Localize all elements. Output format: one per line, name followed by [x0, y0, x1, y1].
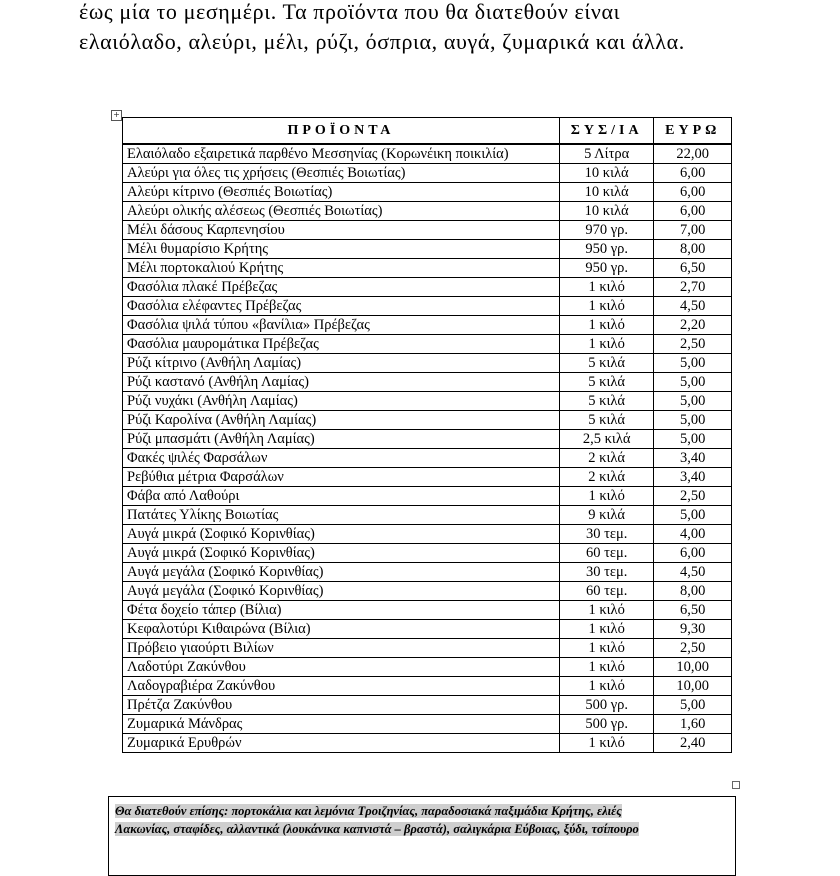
- price-cell: 6,00: [654, 183, 732, 202]
- package-cell: 60 τεμ.: [559, 544, 654, 563]
- footer-note-line: Λακωνίας, σταφίδες, αλλαντικά (λουκάνικα καπνιστά – βραστά), σαλιγκάρια Εύβοιας, ξύδι, τσίπουρο: [115, 822, 639, 836]
- package-cell: 9 κιλά: [559, 506, 654, 525]
- product-name-cell: Φασόλια ψιλά τύπου «βανίλια» Πρέβεζας: [123, 316, 560, 335]
- package-cell: 1 κιλό: [559, 620, 654, 639]
- package-cell: 1 κιλό: [559, 278, 654, 297]
- package-cell: 5 Λίτρα: [559, 144, 654, 164]
- table-row: [123, 582, 732, 601]
- intro-line: ελαιόλαδο, αλεύρι, μέλι, ρύζι, όσπρια, αυγά, ζυμαρικά και άλλα.: [79, 29, 685, 54]
- price-cell: 9,30: [654, 620, 732, 639]
- table-row: [123, 164, 732, 183]
- table-row: [123, 696, 732, 715]
- price-cell: 5,00: [654, 373, 732, 392]
- package-cell: 1 κιλό: [559, 316, 654, 335]
- product-name-cell: Ρεβύθια μέτρια Φαρσάλων: [123, 468, 560, 487]
- product-name-cell: Λαδογραβιέρα Ζακύνθου: [123, 677, 560, 696]
- price-cell: 2,50: [654, 639, 732, 658]
- header-price: ΕΥΡΩ: [654, 118, 732, 145]
- package-cell: 30 τεμ.: [559, 563, 654, 582]
- price-cell: 2,70: [654, 278, 732, 297]
- table-row: [123, 278, 732, 297]
- product-name-cell: Ρύζι Καρολίνα (Ανθήλη Λαμίας): [123, 411, 560, 430]
- package-cell: 500 γρ.: [559, 696, 654, 715]
- package-cell: 10 κιλά: [559, 183, 654, 202]
- table-row: [123, 430, 732, 449]
- table-row: [123, 335, 732, 354]
- product-name-cell: Ελαιόλαδο εξαιρετικά παρθένο Μεσσηνίας (Κορωνέικη ποικιλία): [123, 144, 560, 164]
- table-row: [123, 715, 732, 734]
- price-cell: 5,00: [654, 392, 732, 411]
- price-cell: 10,00: [654, 658, 732, 677]
- product-name-cell: Πρέτζα Ζακύνθου: [123, 696, 560, 715]
- package-cell: 1 κιλό: [559, 487, 654, 506]
- table-row: [123, 392, 732, 411]
- package-cell: 1 κιλό: [559, 734, 654, 753]
- price-cell: 22,00: [654, 144, 732, 164]
- product-name-cell: Ζυμαρικά Μάνδρας: [123, 715, 560, 734]
- table-row: [123, 563, 732, 582]
- product-name-cell: Ρύζι κίτρινο (Ανθήλη Λαμίας): [123, 354, 560, 373]
- price-cell: 5,00: [654, 354, 732, 373]
- price-cell: 2,20: [654, 316, 732, 335]
- package-cell: 5 κιλά: [559, 392, 654, 411]
- table-row: [123, 354, 732, 373]
- product-name-cell: Αλεύρι ολικής αλέσεως (Θεσπιές Βοιωτίας): [123, 202, 560, 221]
- product-name-cell: Μέλι πορτοκαλιού Κρήτης: [123, 259, 560, 278]
- product-name-cell: Φέτα δοχείο τάπερ (Βίλια): [123, 601, 560, 620]
- table-row: [123, 297, 732, 316]
- table-row: [123, 221, 732, 240]
- package-cell: 2 κιλά: [559, 449, 654, 468]
- product-name-cell: Αυγά μεγάλα (Σοφικό Κορινθίας): [123, 563, 560, 582]
- product-name-cell: Ρύζι καστανό (Ανθήλη Λαμίας): [123, 373, 560, 392]
- table-row: [123, 144, 732, 164]
- package-cell: 2 κιλά: [559, 468, 654, 487]
- table-row: [123, 259, 732, 278]
- table-row: [123, 468, 732, 487]
- table-row: [123, 620, 732, 639]
- package-cell: 5 κιλά: [559, 411, 654, 430]
- product-name-cell: Φασόλια ελέφαντες Πρέβεζας: [123, 297, 560, 316]
- table-row: [123, 183, 732, 202]
- product-name-cell: Ρύζι νυχάκι (Ανθήλη Λαμίας): [123, 392, 560, 411]
- footer-note-line: Θα διατεθούν επίσης: πορτοκάλια και λεμόνια Τροιζηνίας, παραδοσιακά παξιμάδια Κρήτης, ελιές: [115, 804, 622, 818]
- product-name-cell: Φάβα από Λαθούρι: [123, 487, 560, 506]
- price-cell: 4,00: [654, 525, 732, 544]
- product-name-cell: Αλεύρι κίτρινο (Θεσπιές Βοιωτίας): [123, 183, 560, 202]
- price-cell: 4,50: [654, 563, 732, 582]
- product-name-cell: Πατάτες Υλίκης Βοιωτίας: [123, 506, 560, 525]
- table-row: [123, 601, 732, 620]
- product-name-cell: Κεφαλοτύρι Κιθαιρώνα (Βίλια): [123, 620, 560, 639]
- price-cell: 8,00: [654, 582, 732, 601]
- price-cell: 10,00: [654, 677, 732, 696]
- price-cell: 5,00: [654, 430, 732, 449]
- product-name-cell: Πρόβειο γιαούρτι Βιλίων: [123, 639, 560, 658]
- table-resize-handle[interactable]: [732, 781, 740, 789]
- price-cell: 6,50: [654, 601, 732, 620]
- table-row: [123, 639, 732, 658]
- price-cell: 6,00: [654, 544, 732, 563]
- product-name-cell: Αυγά μεγάλα (Σοφικό Κορινθίας): [123, 582, 560, 601]
- price-cell: 1,60: [654, 715, 732, 734]
- table-row: [123, 411, 732, 430]
- header-products: ΠΡΟΪΟΝΤΑ: [123, 118, 560, 145]
- price-cell: 3,40: [654, 468, 732, 487]
- footer-note-box: [108, 796, 736, 876]
- price-cell: 6,00: [654, 164, 732, 183]
- product-name-cell: Μέλι δάσους Καρπενησίου: [123, 221, 560, 240]
- package-cell: 1 κιλό: [559, 677, 654, 696]
- package-cell: 1 κιλό: [559, 335, 654, 354]
- price-cell: 6,50: [654, 259, 732, 278]
- product-name-cell: Φασόλια πλακέ Πρέβεζας: [123, 278, 560, 297]
- product-name-cell: Αυγά μικρά (Σοφικό Κορινθίας): [123, 525, 560, 544]
- table-row: [123, 506, 732, 525]
- table-move-handle-icon[interactable]: +: [111, 110, 122, 121]
- package-cell: 1 κιλό: [559, 601, 654, 620]
- price-cell: 5,00: [654, 411, 732, 430]
- product-name-cell: Ζυμαρικά Ερυθρών: [123, 734, 560, 753]
- package-cell: 5 κιλά: [559, 373, 654, 392]
- price-cell: 8,00: [654, 240, 732, 259]
- product-name-cell: Φακές ψιλές Φαρσάλων: [123, 449, 560, 468]
- package-cell: 1 κιλό: [559, 658, 654, 677]
- package-cell: 950 γρ.: [559, 240, 654, 259]
- product-name-cell: Μέλι θυμαρίσιο Κρήτης: [123, 240, 560, 259]
- package-cell: 500 γρ.: [559, 715, 654, 734]
- price-cell: 5,00: [654, 506, 732, 525]
- table-row: [123, 202, 732, 221]
- table-row: [123, 240, 732, 259]
- product-name-cell: Ρύζι μπασμάτι (Ανθήλη Λαμίας): [123, 430, 560, 449]
- package-cell: 60 τεμ.: [559, 582, 654, 601]
- package-cell: 1 κιλό: [559, 297, 654, 316]
- price-cell: 2,50: [654, 335, 732, 354]
- table-row: [123, 316, 732, 335]
- price-cell: 5,00: [654, 696, 732, 715]
- table-row: [123, 449, 732, 468]
- table-row: [123, 658, 732, 677]
- package-cell: 1 κιλό: [559, 639, 654, 658]
- package-cell: 950 γρ.: [559, 259, 654, 278]
- price-cell: 4,50: [654, 297, 732, 316]
- price-cell: 2,40: [654, 734, 732, 753]
- package-cell: 970 γρ.: [559, 221, 654, 240]
- package-cell: 10 κιλά: [559, 202, 654, 221]
- intro-paragraph: [79, 0, 759, 57]
- table-header-row: [123, 118, 732, 145]
- header-package: ΣΥΣ/ΙΑ: [559, 118, 654, 145]
- table-body: [123, 144, 732, 753]
- table-row: [123, 487, 732, 506]
- price-cell: 7,00: [654, 221, 732, 240]
- table-row: [123, 373, 732, 392]
- intro-line: έως μία το μεσημέρι. Τα προϊόντα που θα διατεθούν είναι: [79, 0, 621, 24]
- product-name-cell: Αυγά μικρά (Σοφικό Κορινθίας): [123, 544, 560, 563]
- package-cell: 30 τεμ.: [559, 525, 654, 544]
- product-name-cell: Λαδοτύρι Ζακύνθου: [123, 658, 560, 677]
- table-row: [123, 525, 732, 544]
- product-name-cell: Φασόλια μαυρομάτικα Πρέβεζας: [123, 335, 560, 354]
- price-cell: 2,50: [654, 487, 732, 506]
- table-row: [123, 677, 732, 696]
- product-name-cell: Αλεύρι για όλες τις χρήσεις (Θεσπιές Βοιωτίας): [123, 164, 560, 183]
- price-cell: 6,00: [654, 202, 732, 221]
- package-cell: 10 κιλά: [559, 164, 654, 183]
- price-cell: 3,40: [654, 449, 732, 468]
- table-row: [123, 734, 732, 753]
- package-cell: 5 κιλά: [559, 354, 654, 373]
- package-cell: 2,5 κιλά: [559, 430, 654, 449]
- table-row: [123, 544, 732, 563]
- products-table: [122, 117, 732, 753]
